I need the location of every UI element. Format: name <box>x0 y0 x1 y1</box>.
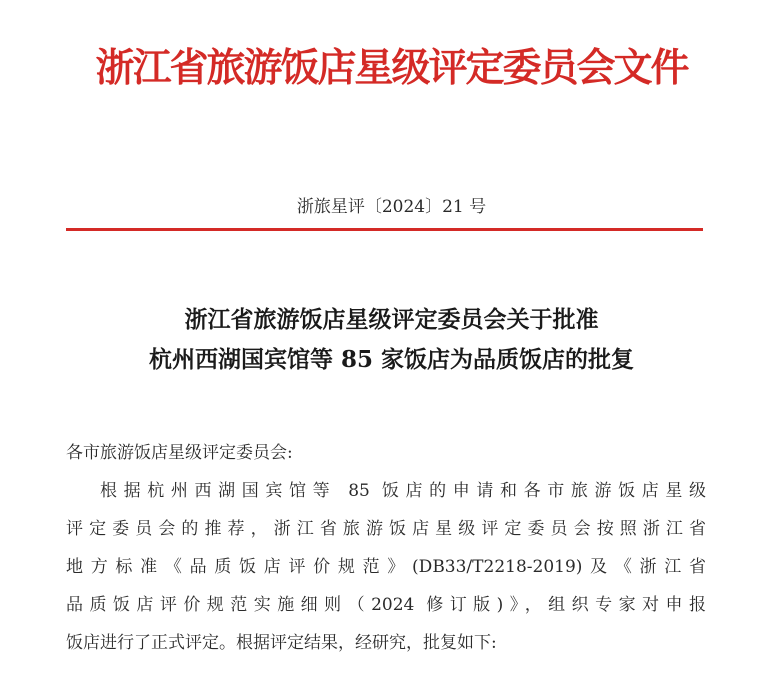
document-title <box>0 300 783 380</box>
body-line-text: 品质饭店评价规范实施细则（2024 修订版)》，组织专家对申报 <box>66 595 706 615</box>
body-line <box>66 624 706 662</box>
salutation: 各市旅游饭店星级评定委员会: <box>66 443 293 463</box>
body-line-text: 饭店进行了正式评定。根据评定结果，经研究，批复如下: <box>66 633 497 653</box>
red-divider-line <box>66 228 703 231</box>
document-title-line-1: 浙江省旅游饭店星级评定委员会关于批准 <box>184 306 599 333</box>
body-line <box>66 472 706 510</box>
body-line-text: 评定委员会的推荐，浙江省旅游饭店星级评定委员会按照浙江省 <box>66 519 706 539</box>
document-title-line-2: 杭州西湖国宾馆等 85 家饭店为品质饭店的批复 <box>148 346 635 373</box>
document-body <box>66 434 706 662</box>
body-line-text: 根据杭州西湖国宾馆等 85 饭店的申请和各市旅游饭店星级 <box>100 481 706 501</box>
body-line-text: 地方标准《品质饭店评价规范》(DB33/T2218-2019)及《浙江省 <box>66 557 706 577</box>
document-number: 浙旅星评〔2024〕21 号 <box>296 197 487 217</box>
body-line <box>66 586 706 624</box>
body-line <box>66 510 706 548</box>
body-line <box>66 548 706 586</box>
document-header-title: 浙江省旅游饭店星级评定委员会文件 <box>95 45 688 91</box>
